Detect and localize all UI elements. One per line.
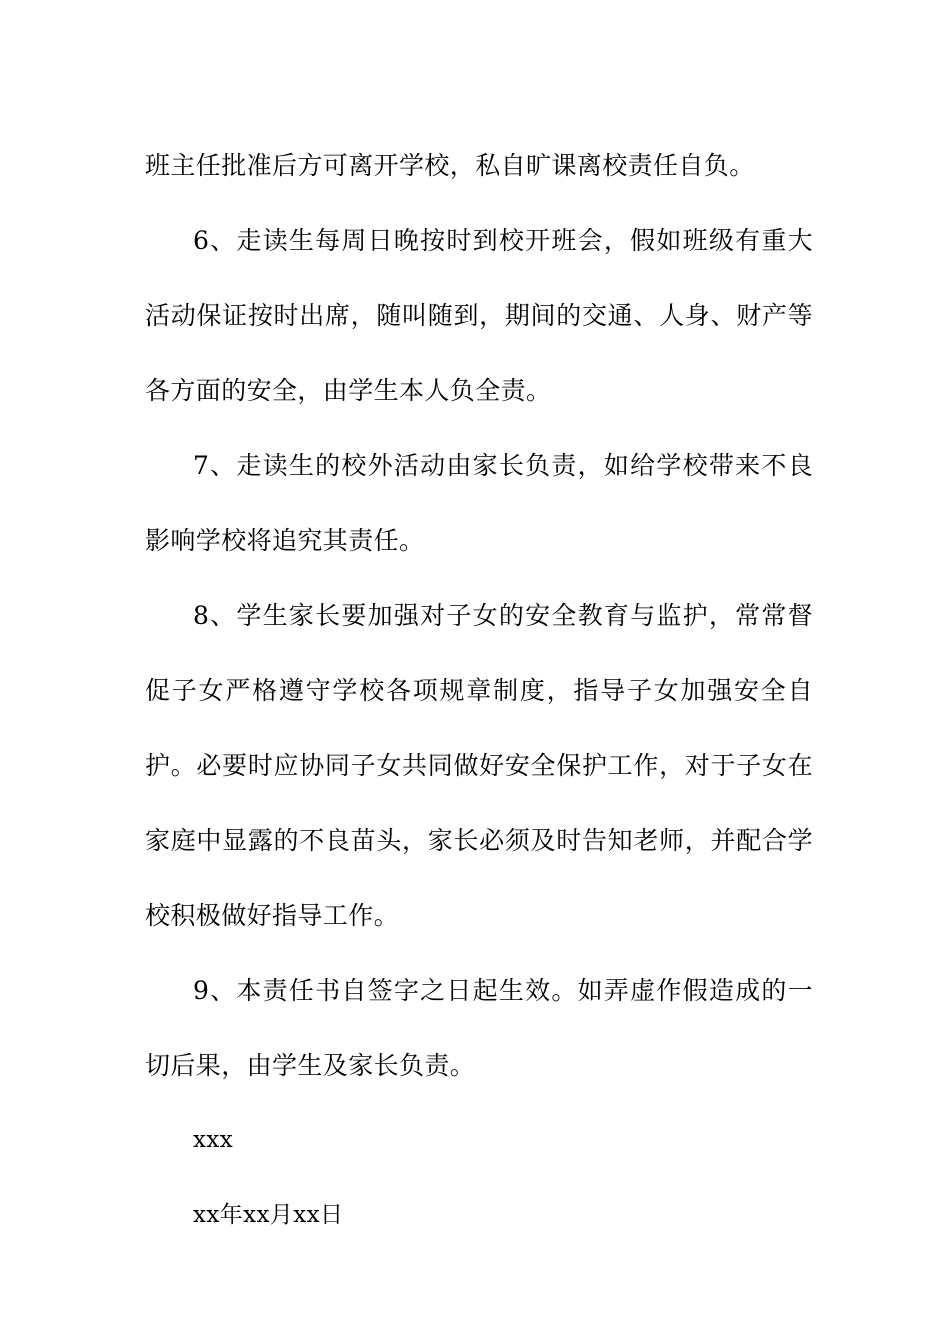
- document-body: [145, 128, 813, 1253]
- paragraph-item-9: 9、本责任书自签字之日起生效。如弄虚作假造成的一切后果，由学生及家长负责。: [145, 976, 813, 1080]
- date-line: xx年xx月xx日: [193, 1202, 344, 1228]
- signature-line: xxx: [193, 1127, 234, 1153]
- paragraph-continuation: 班主任批准后方可离开学校，私自旷课离校责任自负。: [145, 151, 755, 180]
- paragraph-item-8: 8、学生家长要加强对子女的安全教育与监护，常常督促子女严格遵守学校各项规章制度，指导子女加强安全自护。必要时应协同子女共同做好安全保护工作，对于子女在家庭中显露的不良苗头，家长必须及时告知老师，并配合学校积极做好指导工作。: [145, 601, 813, 930]
- paragraph-item-6: 6、走读生每周日晚按时到校开班会，假如班级有重大活动保证按时出席，随叫随到，期间的交通、人身、财产等各方面的安全，由学生本人负全责。: [145, 226, 813, 405]
- paragraph-item-7: 7、走读生的校外活动由家长负责，如给学校带来不良影响学校将追究其责任。: [145, 451, 813, 555]
